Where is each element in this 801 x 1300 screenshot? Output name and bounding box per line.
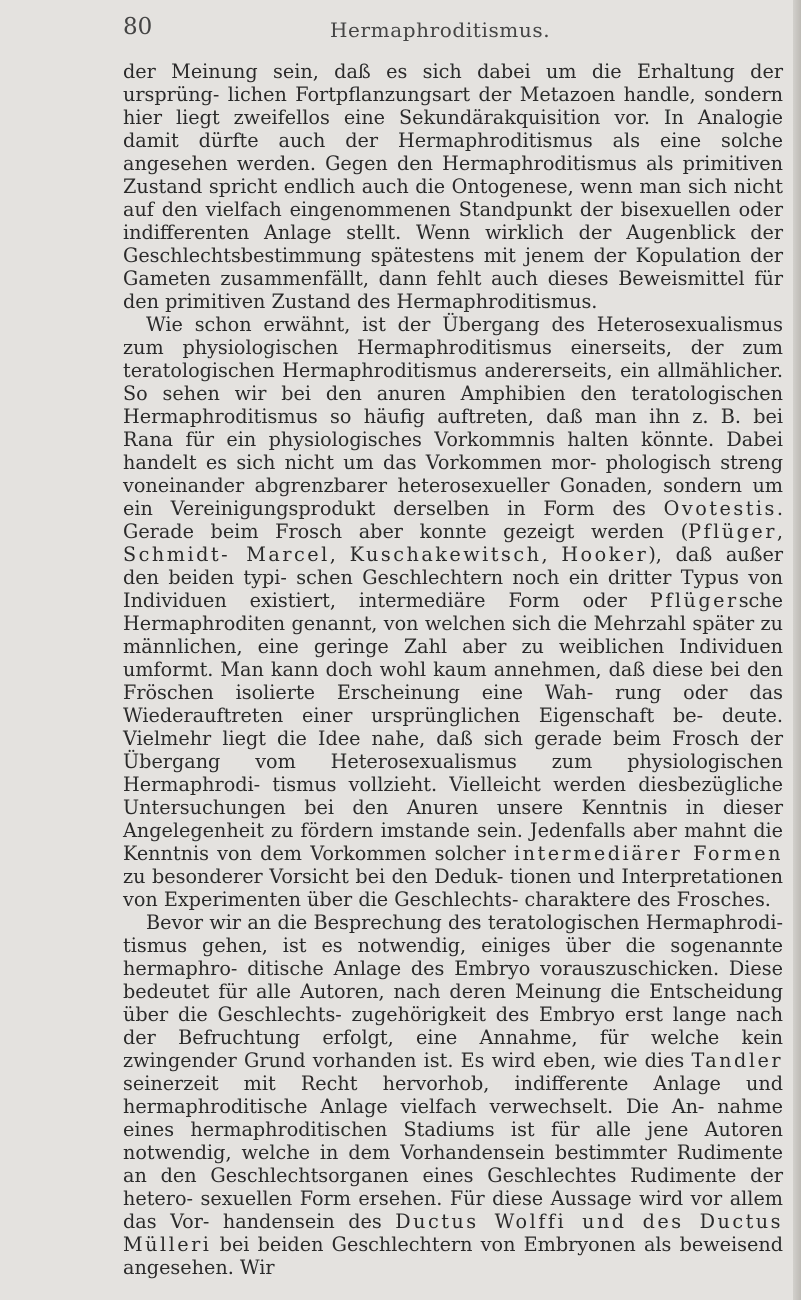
- paragraph: [123, 911, 783, 1279]
- spaced-emphasis: Kuschakewitsch: [349, 543, 542, 566]
- spaced-emphasis: Ovotestis: [663, 497, 777, 520]
- spaced-emphasis: Ductus Wolffi und des Ductus Mülleri: [123, 1210, 783, 1256]
- text-run: der Meinung sein, daß es sich dabei um die Erhaltung der ursprüng- lichen Fortpflanzungsart der Metazoen handle, sondern hier liegt zweifellos eine Sekundärakquisition vor. In Analogie damit dürfte auch der Hermaphroditismus als eine solche angesehen werden. Gegen den Hermaphroditismus als primitiven Zustand spricht endlich auch die Ontogenese, wenn man sich nicht auf den vielfach eingenommenen Standpunkt der bisexuellen oder indifferenten Anlage stellt. Wenn wirklich der Augenblick der Geschlechtsbestimmung spätestens mit jenem der Kopulation der Gameten zusammenfällt, dann fehlt auch dieses Beweismittel für den primitiven Zustand des Hermaphroditismus.: [123, 60, 783, 313]
- spaced-emphasis: Pflüger: [649, 589, 739, 612]
- text-run: ), daß außer den beiden typi- schen Geschlechtern noch ein dritter Typus von Individuen existiert, intermediäre Form oder: [123, 543, 784, 612]
- running-title: Hermaphroditismus.: [330, 18, 551, 42]
- text-run: Wie schon erwähnt, ist der Übergang des Heterosexualismus zum physiologischen Hermaphroditismus einerseits, der zum teratologischen Hermaphroditismus andererseits, ein allmählicher. So sehen wir bei den anuren Amphibien den teratologischen Hermaphroditismus so häufig auftreten, daß man ihn z. B. bei Rana für ein physiologisches Vorkommnis halten könnte. Dabei handelt es sich nicht um das Vorkommen mor- phologisch streng voneinander abgrenzbarer heterosexueller Gonaden, sondern um ein Vereinigungsprodukt derselben in Form des: [123, 313, 783, 520]
- spaced-emphasis: Tandler: [691, 1049, 783, 1072]
- page-number: 80: [123, 14, 153, 40]
- text-run: sche Hermaphroditen genannt, von welchen sich die Mehrzahl später zu männlichen, eine geringe Zahl aber zu weiblichen Individuen umformt. Man kann doch wohl kaum annehmen, daß diese bei den Fröschen isolierte Erscheinung eine Wah- rung oder das Wiederauftreten einer ursprünglichen Eigenschaft be- deute. Vielmehr liegt die Idee nahe, daß sich gerade beim Frosch der Übergang vom Heterosexualismus zum physiologischen Hermaphrodi- tismus vollzieht. Vielleicht werden diesbezügliche Untersuchungen bei den Anuren unsere Kenntnis in dieser Angelegenheit zu fördern imstande sein. Jedenfalls aber mahnt die Kenntnis von dem Vorkommen solcher: [123, 589, 783, 865]
- spaced-emphasis: Pflüger: [688, 520, 777, 543]
- text-run: ,: [776, 520, 783, 543]
- text-run: bei beiden Geschlechtern von Embryonen als beweisend angesehen. Wir: [123, 1233, 783, 1279]
- spaced-emphasis: Hooker: [561, 543, 649, 566]
- page-header: [123, 14, 783, 44]
- text-run: . Gerade beim Frosch aber konnte gezeigt werden (: [123, 497, 783, 543]
- text-run: Bevor wir an die Besprechung des teratologischen Hermaphrodi- tismus gehen, ist es notwendig, einiges über die sogenannte hermaphro- ditische Anlage des Embryo vorauszuschicken. Diese bedeutet für alle Autoren, nach deren Meinung die Entscheidung über die Geschlechts- zugehörigkeit des Embryo erst lange nach der Befruchtung erfolgt, eine Annahme, für welche kein zwingender Grund vorhanden ist. Es wird eben, wie dies: [123, 911, 783, 1072]
- text-run: zu besonderer Vorsicht bei den Deduk- tionen und Interpretationen von Experimenten über die Geschlechts- charaktere des Frosches.: [123, 865, 783, 911]
- text-run: ,: [329, 543, 350, 566]
- spaced-emphasis: Schmidt- Marcel: [123, 543, 330, 566]
- spaced-emphasis: intermediärer Formen: [514, 842, 783, 865]
- text-run: seinerzeit mit Recht hervorhob, indifferente Anlage und hermaphroditische Anlage vielfach verwechselt. Die An- nahme eines hermaphroditischen Stadiums ist für alle jene Autoren notwendig, welche in dem Vorhandensein bestimmter Rudimente an den Geschlechtsorganen eines Geschlechtes Rudimente der hetero- sexuellen Form ersehen. Für diese Aussage wird vor allem das Vor- handensein des: [123, 1072, 783, 1233]
- page-edge: [793, 0, 801, 1300]
- paragraph: [123, 60, 783, 313]
- text-run: ,: [541, 543, 562, 566]
- paragraph: [123, 313, 783, 911]
- body-text: [123, 60, 783, 1279]
